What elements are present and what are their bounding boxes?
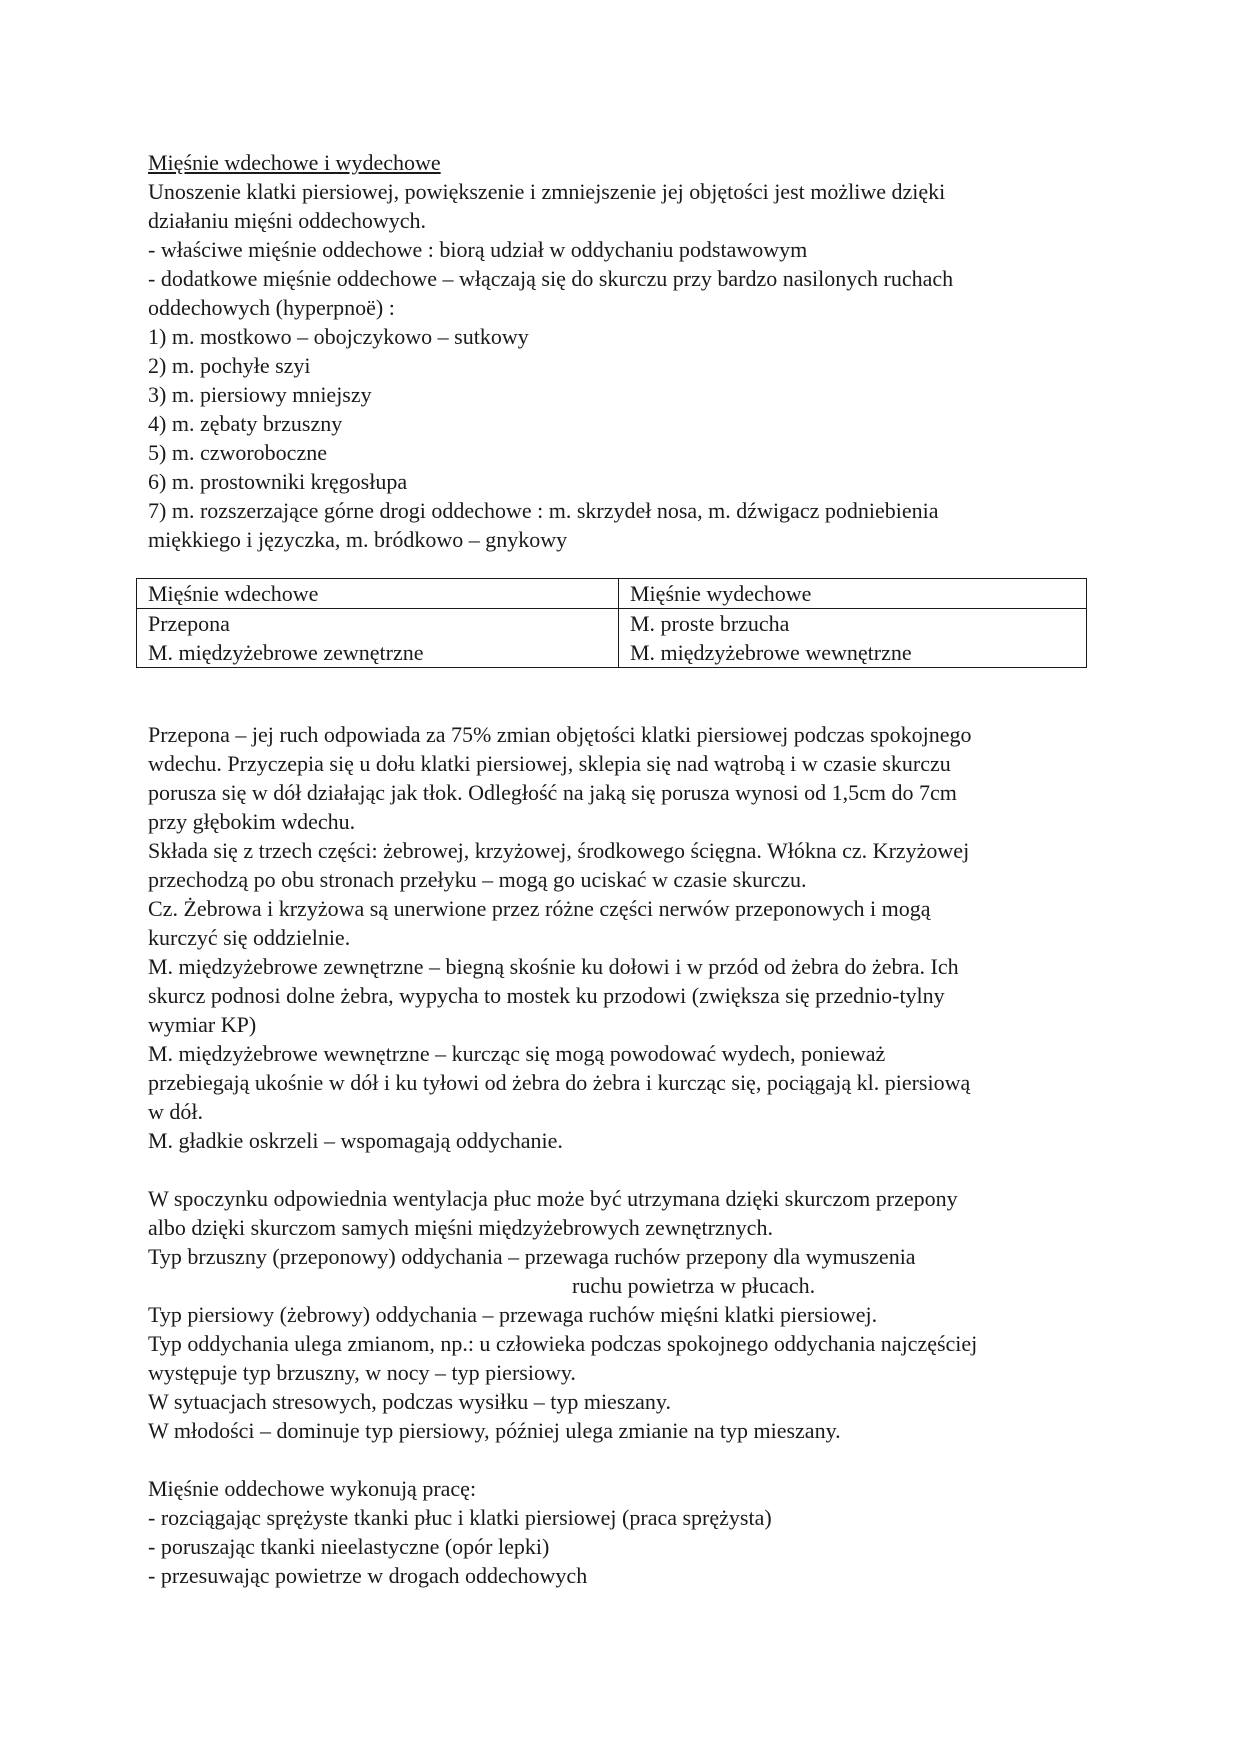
paragraph-line: W sytuacjach stresowych, podczas wysiłku – typ mieszany. xyxy=(148,1389,671,1414)
paragraph-line: Typ oddychania ulega zmianom, np.: u człowieka podczas spokojnego oddychania najczęściej xyxy=(148,1331,978,1356)
paragraph-line: porusza się w dół działając jak tłok. Odległość na jaką się porusza wynosi od 1,5cm do 7cm xyxy=(148,780,957,805)
muscles-table xyxy=(136,578,1087,668)
paragraph-line: wymiar KP) xyxy=(148,1012,257,1037)
work-paragraph xyxy=(148,1474,1098,1590)
table-row xyxy=(137,609,1087,668)
paragraph-line: w dół. xyxy=(148,1099,203,1124)
paragraph-line: - rozciągając sprężyste tkanki płuc i klatki piersiowej (praca sprężysta) xyxy=(148,1505,772,1530)
list-item: 6) m. prostowniki kręgosłupa xyxy=(148,469,408,494)
paragraph-line: przy głębokim wdechu. xyxy=(148,809,356,834)
intro-block xyxy=(148,177,1098,322)
table-cell-line: M. proste brzucha xyxy=(630,611,790,636)
intro-line: oddechowych (hyperpnoë) : xyxy=(148,295,395,320)
paragraph-line: albo dzięki skurczom samych mięśni międzyżebrowych zewnętrznych. xyxy=(148,1215,773,1240)
paragraph-line: Mięśnie oddechowe wykonują pracę: xyxy=(148,1476,477,1501)
spacer xyxy=(148,668,1098,720)
breathing-types-paragraph xyxy=(148,1184,1098,1445)
paragraph-line: M. gładkie oskrzeli – wspomagają oddychanie. xyxy=(148,1128,563,1153)
paragraph-line: M. międzyżebrowe wewnętrzne – kurcząc się mogą powodować wydech, ponieważ xyxy=(148,1041,886,1066)
intro-line: - dodatkowe mięśnie oddechowe – włączają się do skurczu przy bardzo nasilonych ruchach xyxy=(148,266,954,291)
table-header-row xyxy=(137,579,1087,609)
paragraph-line-indented: ruchu powietrza w płucach. xyxy=(572,1273,816,1298)
spacer xyxy=(148,1155,1098,1184)
spacer xyxy=(148,554,1098,578)
intro-line: - właściwe mięśnie oddechowe : biorą udział w oddychaniu podstawowym xyxy=(148,237,808,262)
table-cell-inspiratory xyxy=(137,609,619,668)
paragraph-line: wdechu. Przyczepia się u dołu klatki piersiowej, sklepia się nad wątrobą i w czasie skurczu xyxy=(148,751,951,776)
muscle-list xyxy=(148,322,1098,554)
document-heading: Mięśnie wdechowe i wydechowe xyxy=(148,150,441,175)
spacer xyxy=(148,1445,1098,1474)
list-item: 2) m. pochyłe szyi xyxy=(148,353,311,378)
list-item: 1) m. mostkowo – obojczykowo – sutkowy xyxy=(148,324,529,349)
paragraph-line: skurcz podnosi dolne żebra, wypycha to mostek ku przodowi (zwiększa się przednio-tylny xyxy=(148,983,945,1008)
list-item: 4) m. zębaty brzuszny xyxy=(148,411,343,436)
paragraph-line: Przepona – jej ruch odpowiada za 75% zmian objętości klatki piersiowej podczas spokojnego xyxy=(148,722,972,747)
table-cell-line: M. międzyżebrowe zewnętrzne xyxy=(148,640,424,665)
list-item: miękkiego i języczka, m. bródkowo – gnykowy xyxy=(148,527,568,552)
paragraph-line: Składa się z trzech części: żebrowej, krzyżowej, środkowego ścięgna. Włókna cz. Krzyżowej xyxy=(148,838,970,863)
table-header-inspiratory: Mięśnie wdechowe xyxy=(137,579,619,609)
paragraph-line: występuje typ brzuszny, w nocy – typ piersiowy. xyxy=(148,1360,576,1385)
paragraph-line: przechodzą po obu stronach przełyku – mogą go uciskać w czasie skurczu. xyxy=(148,867,807,892)
paragraph-line: - poruszając tkanki nieelastyczne (opór lepki) xyxy=(148,1534,550,1559)
diaphragm-paragraph xyxy=(148,720,1098,1155)
paragraph-line: Typ brzuszny (przeponowy) oddychania – przewaga ruchów przepony dla wymuszenia xyxy=(148,1244,916,1269)
table-cell-expiratory xyxy=(619,609,1087,668)
paragraph-line: - przesuwając powietrze w drogach oddechowych xyxy=(148,1563,588,1588)
paragraph-line: W młodości – dominuje typ piersiowy, później ulega zmianie na typ mieszany. xyxy=(148,1418,841,1443)
intro-line: działaniu mięśni oddechowych. xyxy=(148,208,426,233)
paragraph-line: Typ piersiowy (żebrowy) oddychania – przewaga ruchów mięśni klatki piersiowej. xyxy=(148,1302,878,1327)
intro-line: Unoszenie klatki piersiowej, powiększenie i zmniejszenie jej objętości jest możliwe dzięki xyxy=(148,179,946,204)
paragraph-line: Cz. Żebrowa i krzyżowa są unerwione przez różne części nerwów przeponowych i mogą xyxy=(148,896,931,921)
paragraph-line: kurczyć się oddzielnie. xyxy=(148,925,351,950)
list-item: 3) m. piersiowy mniejszy xyxy=(148,382,372,407)
paragraph-line: przebiegają ukośnie w dół i ku tyłowi od żebra do żebra i kurcząc się, pociągają kl. piersiową xyxy=(148,1070,971,1095)
table-header-expiratory: Mięśnie wydechowe xyxy=(619,579,1087,609)
table-cell-line: M. międzyżebrowe wewnętrzne xyxy=(630,640,912,665)
document-page xyxy=(148,148,1098,1590)
paragraph-line: W spoczynku odpowiednia wentylacja płuc może być utrzymana dzięki skurczom przepony xyxy=(148,1186,958,1211)
list-item: 5) m. czworoboczne xyxy=(148,440,327,465)
table-cell-line: Przepona xyxy=(148,611,230,636)
list-item: 7) m. rozszerzające górne drogi oddechowe : m. skrzydeł nosa, m. dźwigacz podniebienia xyxy=(148,498,939,523)
paragraph-line: M. międzyżebrowe zewnętrzne – biegną skośnie ku dołowi i w przód od żebra do żebra. Ich xyxy=(148,954,959,979)
